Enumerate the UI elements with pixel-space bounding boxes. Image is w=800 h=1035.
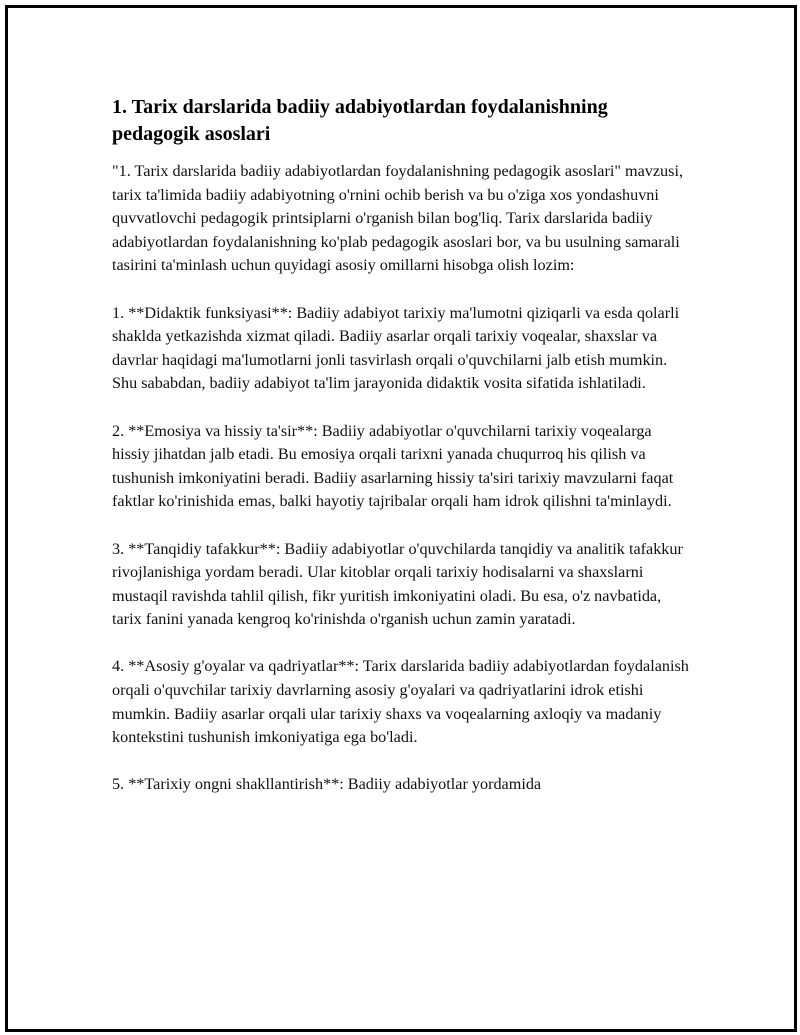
paragraph-spacer	[112, 278, 692, 302]
document-body	[112, 94, 692, 797]
intro-paragraph: "1. Tarix darslarida badiiy adabiyotlardan foydalanishning pedagogik asoslari" mavzusi, tarix ta'limida badiiy adabiyotning o'rnini ochib berish va bu o'ziga xos yondashuvni quvvatlovchi pedagogik printsiplarni o'rganish bilan bog'liq. Tarix darslarida badiiy adabiyotlardan foydalanishning ko'plab pedagogik asoslari bor, va bu usulning samarali tasirini ta'minlash uchun quyidagi asosiy omillarni hisobga olish lozim:	[112, 162, 683, 275]
paragraph-spacer	[112, 396, 692, 420]
point-core-ideas-values: 4. **Asosiy g'oyalar va qadriyatlar**: Tarix darslarida badiiy adabiyotlardan foydalanish orqali o'quvchilar tarixiy davrlarning asosiy g'oyalari va qadriyatlarini idrok etishi mumkin. Badiiy asarlar orqali ular tarixiy shaxs va voqealarning axloqiy va madaniy kontekstini tushunish imkoniyatiga ega bo'ladi.	[112, 657, 689, 747]
paragraph-spacer	[112, 514, 692, 538]
point-critical-thinking: 3. **Tanqidiy tafakkur**: Badiiy adabiyotlar o'quvchilarda tanqidiy va analitik tafakkur rivojlanishiga yordam beradi. Ular kitoblar orqali tarixiy hodisalarni va shaxslarni mustaqil ravishda tahlil qilish, fikr yuritish imkoniyatini oladi. Bu esa, o'z navbatida, tarix fanini yanada kengroq ko'rinishda o'rganish uchun zamin yaratadi.	[112, 539, 683, 629]
point-historical-consciousness: 5. **Tarixiy ongni shakllantirish**: Badiiy adabiyotlar yordamida	[112, 775, 542, 794]
point-emotional-impact: 2. **Emosiya va hissiy ta'sir**: Badiiy adabiyotlar o'quvchilarni tarixiy voqealarga hissiy jihatdan jalb etadi. Bu emosiya orqali tarixni yanada chuqurroq his qilish va tushunish imkoniyatini beradi. Badiiy asarlarning hissiy ta'siri tarixiy mavzularni faqat faktlar ko'rinishida emas, balki hayotiy tajribalar orqali ham idrok qilishni ta'minlaydi.	[112, 421, 674, 511]
point-didactic-function: 1. **Didaktik funksiyasi**: Badiiy adabiyot tarixiy ma'lumotni qiziqarli va esda qolarli shaklda yetkazishda xizmat qiladi. Badiiy asarlar orqali tarixiy voqealar, shaxslar va davrlar haqidagi ma'lumotlarni jonli tasvirlash orqali o'quvchilarni jalb etish mumkin. Shu sababdan, badiiy adabiyot ta'lim jarayonida didaktik vosita sifatida ishlatiladi.	[112, 303, 680, 393]
paragraph-spacer	[112, 632, 692, 656]
document-title: 1. Tarix darslarida badiiy adabiyotlardan foydalanishning pedagogik asoslari	[112, 96, 608, 145]
paragraph-spacer	[112, 750, 692, 774]
